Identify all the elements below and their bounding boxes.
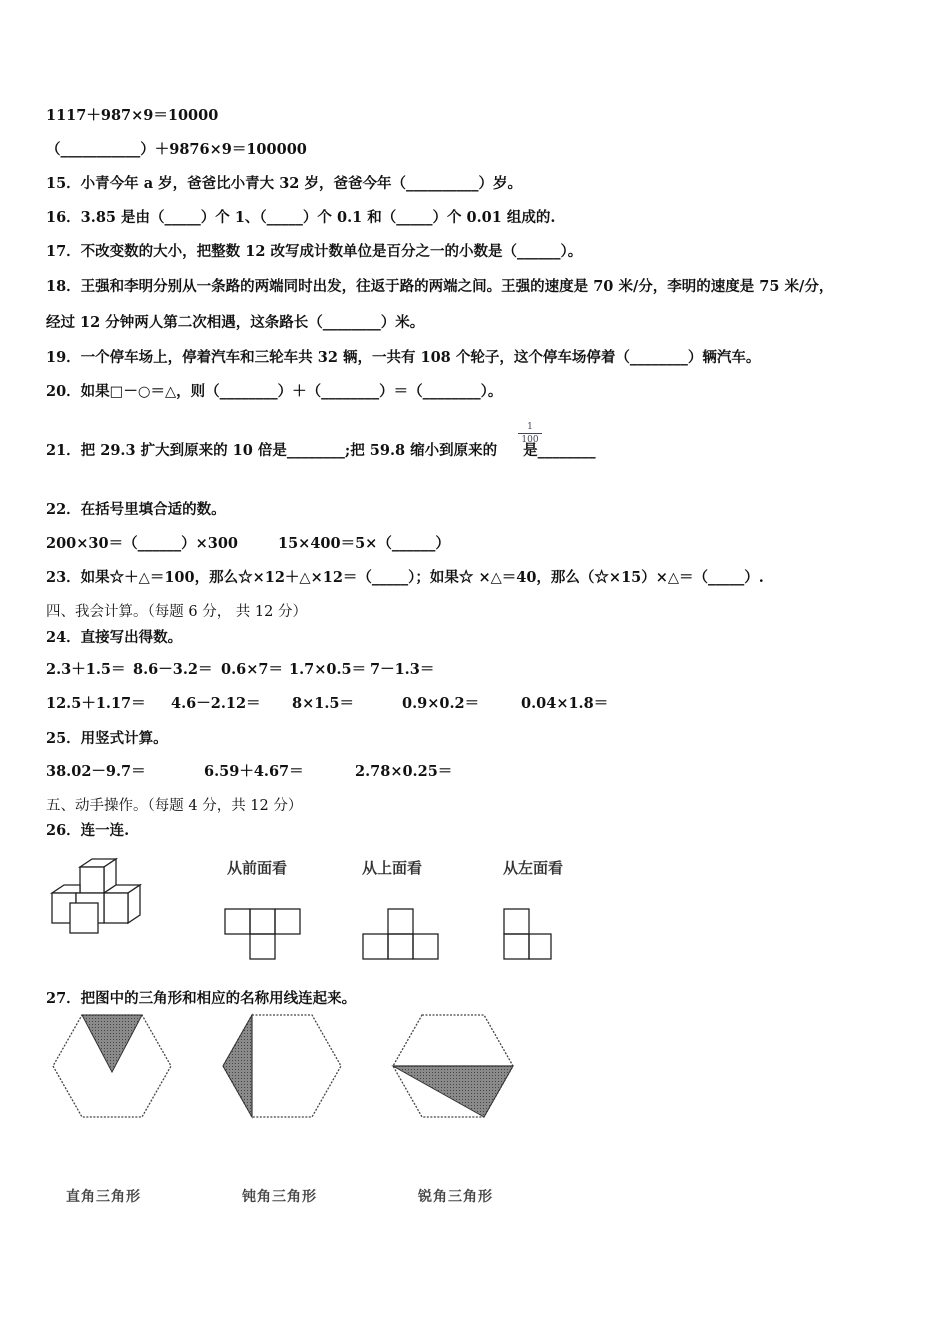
question-25: 25．用竖式计算。 [46,730,168,747]
view-label-left: 从左面看 [503,859,564,877]
q24-r1-item[interactable]: 2.3＋1.5＝ [46,661,126,678]
q24-r2-item[interactable]: 0.9×0.2＝ [402,695,480,712]
hexagon-figure-2[interactable] [220,1012,344,1120]
question-15[interactable]: 15．小青今年 a 岁，爸爸比小青大 32 岁，爸爸今年（__________）岁。 [46,175,522,192]
q25-item[interactable]: 6.59＋4.67＝ [204,763,304,780]
label-obtuse-triangle[interactable]: 钝角三角形 [242,1189,317,1205]
question-16[interactable]: 16．3.85 是由（_____）个 1、（_____）个 0.1 和（_____）个 0.01 组成的. [46,209,556,226]
question-21-part-a: 21．把 29.3 扩大到原来的 10 倍是________;把 59.8 缩小到原来的 [46,442,498,459]
section-5-heading: 五、动手操作。（每题 4 分，共 12 分） [46,798,303,814]
question-22-b[interactable]: 15×400＝5×（______） [278,535,450,552]
q24-r1-item[interactable]: 8.6－3.2＝ [133,661,213,678]
question-22: 22．在括号里填合适的数。 [46,501,226,518]
q24-r2-item[interactable]: 0.04×1.8＝ [521,695,609,712]
q24-r2-item[interactable]: 12.5＋1.17＝ [46,695,146,712]
section-4-heading: 四、我会计算。（每题 6 分， 共 12 分） [46,604,307,620]
q24-r1-item[interactable]: 1.7×0.5＝ [289,661,367,678]
question-23[interactable]: 23．如果☆＋△＝100，那么☆×12＋△×12＝（_____）；如果☆ ×△＝40，那么（☆×15）×△＝（_____）. [46,569,764,586]
equation-line-2[interactable]: （___________）＋9876×9＝100000 [46,141,307,158]
question-19[interactable]: 19．一个停车场上，停着汽车和三轮车共 32 辆，一共有 108 个轮子，这个停车场停着（________）辆汽车。 [46,349,761,366]
front-view-figure[interactable] [222,905,304,963]
question-21-part-b: 是________ [523,442,596,459]
q24-r2-item[interactable]: 8×1.5＝ [292,695,354,712]
view-label-top: 从上面看 [362,859,423,877]
view-label-front: 从前面看 [227,859,288,877]
question-20[interactable]: 20．如果□－○＝△，则（________）＋（________）＝（________）。 [46,383,503,400]
cube-stack-figure [48,855,148,935]
question-22-a[interactable]: 200×30＝（______）×300 [46,535,239,552]
hexagon-figure-1[interactable] [50,1012,174,1120]
fraction-numerator: 1 [527,422,533,432]
question-18-line-2[interactable]: 经过 12 分钟两人第二次相遇，这条路长（________）米。 [46,314,425,331]
question-24: 24．直接写出得数。 [46,629,183,646]
label-right-triangle[interactable]: 直角三角形 [66,1189,141,1205]
q24-r1-item[interactable]: 7－1.3＝ [370,661,435,678]
q24-r2-item[interactable]: 4.6－2.12＝ [171,695,261,712]
left-view-figure[interactable] [500,905,558,963]
question-18-line-1: 18．王强和李明分别从一条路的两端同时出发，往返于路的两端之间。王强的速度是 70 米/分，李明的速度是 75 米/分， [46,278,834,295]
q25-item[interactable]: 2.78×0.25＝ [355,763,453,780]
q25-item[interactable]: 38.02－9.7＝ [46,763,146,780]
question-27: 27．把图中的三角形和相应的名称用线连起来。 [46,990,357,1007]
fraction-denominator: 100 [521,435,539,445]
hexagon-figure-3[interactable] [390,1012,516,1120]
label-acute-triangle[interactable]: 锐角三角形 [418,1189,493,1205]
q24-r1-item[interactable]: 0.6×7＝ [221,661,283,678]
question-17[interactable]: 17．不改变数的大小，把整数 12 改写成计数单位是百分之一的小数是（______）。 [46,243,583,260]
equation-line-1: 1117＋987×9＝10000 [46,107,219,124]
fraction-display [518,422,542,445]
question-26: 26．连一连. [46,822,130,839]
question-21[interactable] [46,439,596,460]
top-view-figure[interactable] [360,905,442,963]
